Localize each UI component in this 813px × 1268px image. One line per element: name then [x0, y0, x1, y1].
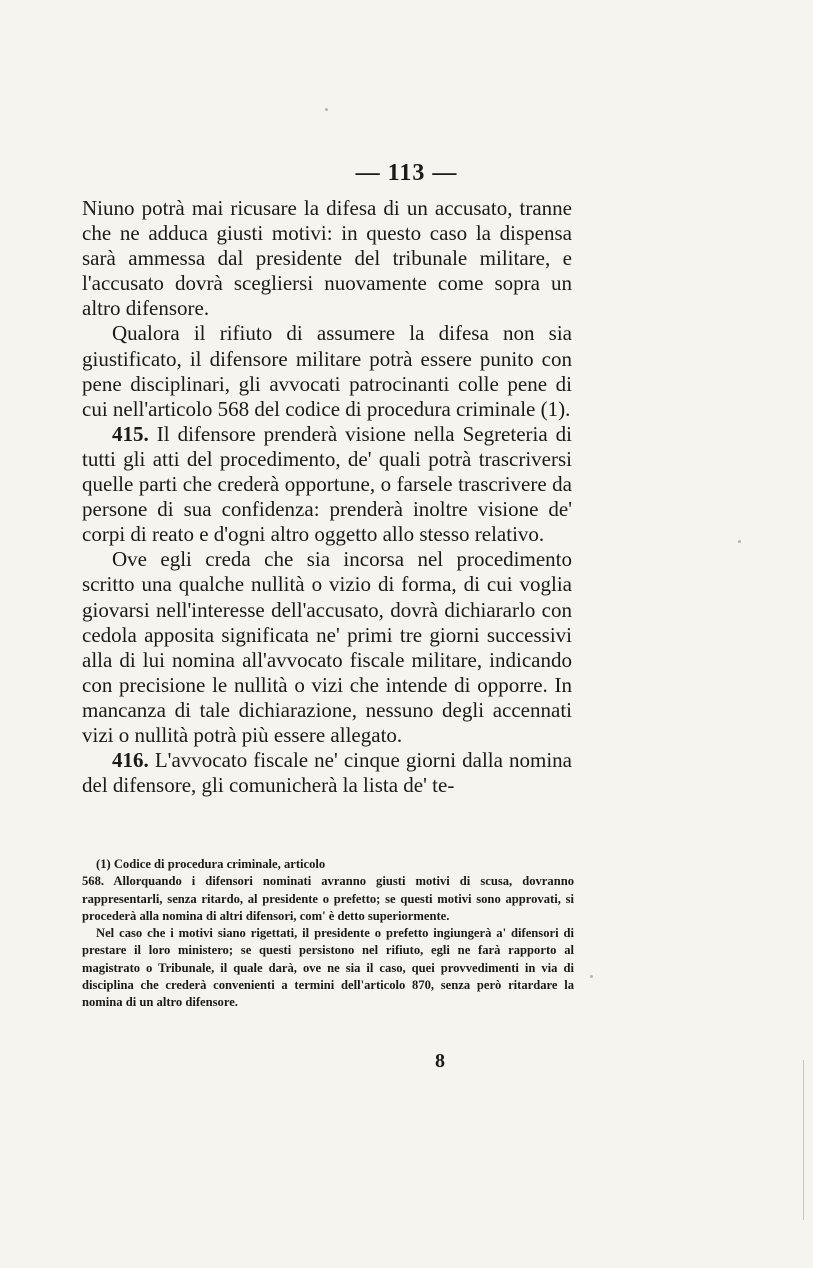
page-number: — 113 —: [355, 160, 458, 186]
footnote-line: (1) Codice di procedura criminale, articolo: [96, 857, 326, 871]
footnote-line: 568. Allorquando i difensori nominati avranno giusti motivi di scusa, dovranno rappresentarli, senza ritardo, al presidente o prefetto; se questi motivi sono approvati, si procederà alla nomina di altri difensori, com' è detto superiormente.: [82, 874, 574, 923]
signature-mark: 8: [435, 1050, 445, 1072]
footnotes: [82, 856, 574, 1012]
footnote-line: Nel caso che i motivi siano rigettati, il presidente o prefetto ingiungerà a' difensori di prestare il loro ministero; se questi persistono nel rifiuto, egli ne farà rapporto al magistrato o Tribunale, il quale darà, ove ne sia il caso, quei provvedimenti in via di disciplina che crederà convenienti a termini dell'articolo 870, senza però ritardare la nomina di un altro difensore.: [82, 926, 574, 1010]
paragraph-text: L'avvocato fiscale ne' cinque giorni dalla nomina del difensore, gli comunicherà la lista de' te-: [82, 748, 573, 798]
paper-speck: [325, 108, 328, 111]
paragraph: Ove egli creda che sia incorsa nel procedimento scritto una qualche nullità o vizio di forma, di cui voglia giovarsi nell'interesse dell'accusato, dovrà dichiararlo con cedola apposita significata ne' primi tre giorni successivi alla di lui nomina all'avvocato fiscale militare, indicando con precisione le nullità o vizi che intende di opporre. In mancanza di tale dichiarazione, nessuno degli accennati vizi o nullità potrà più essere allegato.: [82, 547, 572, 747]
main-text: [82, 196, 572, 798]
paragraph: Qualora il rifiuto di assumere la difesa non sia giustificato, il difensore militare potrà essere punito con pene disciplinari, gli avvocati patrocinanti colle pene di cui nell'articolo 568 del codice di procedura criminale (1).: [82, 321, 572, 421]
paragraph-text: Il difensore prenderà visione nella Segreteria di tutti gli atti del procedimento, de' quali potrà trascriversi quelle parti che crederà opportune, o farsele trascrivere da persone di sua confidenza: prenderà inoltre visione de' corpi di reato e d'ogni altro oggetto allo stesso relativo.: [82, 421, 573, 547]
paper-speck: [590, 975, 593, 978]
article-number: 416.: [112, 748, 149, 773]
page-edge-line: [803, 1060, 804, 1220]
paper-speck: [738, 540, 741, 543]
paragraph: Niuno potrà mai ricusare la difesa di un accusato, tranne che ne adduca giusti motivi: in questo caso la dispensa sarà ammessa dal presidente del tribunale militare, e l'accusato dovrà scegliersi nuovamente come sopra un altro difensore.: [82, 196, 572, 321]
paragraph: [82, 422, 572, 547]
paragraph: [82, 748, 572, 798]
article-number: 415.: [112, 421, 149, 446]
